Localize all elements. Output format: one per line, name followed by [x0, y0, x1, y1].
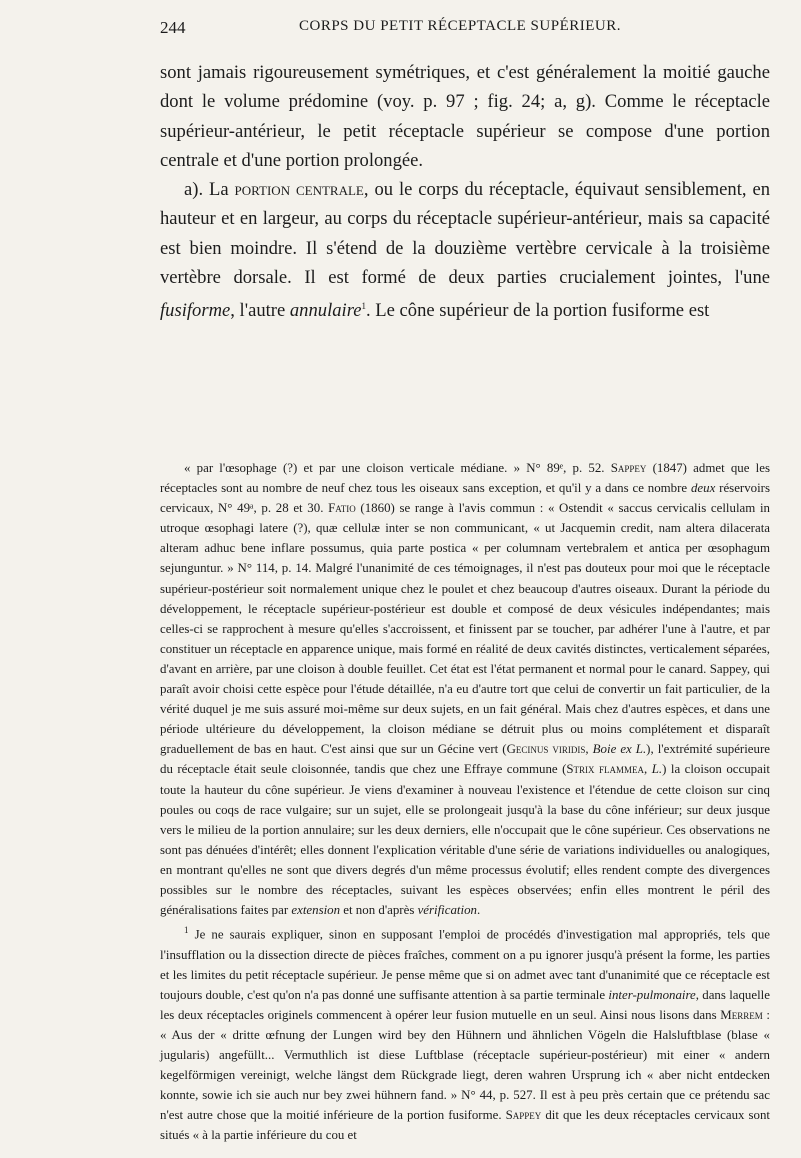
p2-text-c: . Le cône supérieur de la portion fusiforme est	[366, 300, 710, 322]
fn-italic: inter-pulmonaire	[608, 987, 696, 1002]
fn-italic: L.	[651, 762, 663, 777]
fn-italic: Boie ex L.	[592, 742, 647, 757]
fn-text: dit que les deux réceptacles cervicaux sont situés « à la partie inférieure du cou et	[160, 1108, 770, 1143]
fn-text: et non d'après	[340, 903, 418, 918]
paragraph-2	[160, 175, 770, 326]
fn-text: .	[477, 903, 481, 918]
fn-italic: vérification	[417, 903, 477, 918]
main-text	[160, 58, 770, 326]
fn-text: « par l'œsophage (?) et par une cloison verticale médiane. » N° 89ᵉ, p. 52.	[184, 461, 611, 475]
fn-text: : « Aus der « dritte œfnung der Lungen wird bey den Hühnern und ähnlichen Vögeln die Halsluftblase (blase « jugularis) angefüllt... Vermuthlich ist diese Luftblase (réceptacle supérieur-postérieur) mit einer « andern kegelförmigen vereinigt, welche längst dem Rückgrade liegt, deren wahren Ursprung ich « aber nicht entdecken konnte, sowie ich sie auch nur bey zwei hühnern fand. » N° 44, p. 527. Il est à peu près certain que ce prétendu sac n'est autre chose que la moitié inférieure de la portion fusiforme.	[160, 1007, 770, 1123]
fn-text: ), l'extrémité supérieure du réceptacle était seule cloisonnée, tandis que chez une Effraye commune (	[160, 742, 770, 777]
p2-lead: a). La	[184, 179, 235, 201]
footnote-1	[160, 920, 770, 1145]
fn-text: , dans laquelle les deux réceptacles originels commencent à opérer leur fusion mutuelle en un seul. Ainsi nous lisons dans	[160, 987, 770, 1022]
p2-small-caps: portion centrale	[234, 179, 364, 201]
fn-sc-merrem: Merrem	[720, 1007, 763, 1022]
footnotes	[160, 458, 770, 1145]
paragraph-1-text: sont jamais rigoureusement symétriques, et c'est généralement la moitié gauche dont le volume prédomine (voy. p. 97 ; fig. 24; a, g). Comme le réceptacle supérieur-antérieur, le petit réceptacle supérieur se compose d'une portion centrale et d'une portion prolongée.	[160, 62, 770, 171]
fn-sc-sappey: Sappey	[610, 461, 647, 475]
p2-text-b: , l'autre	[230, 300, 290, 322]
paragraph-1	[160, 58, 770, 175]
page-header	[160, 18, 760, 44]
footnote-ref-1[interactable]: 1	[361, 301, 366, 312]
fn-text: (1847) admet que les réceptacles sont au nombre de neuf chez tous les oiseaux sans exception, et qu'il y a dans ce nombre	[160, 461, 771, 496]
fn-sc-gecinus: Gecinus viridis	[506, 742, 586, 757]
fn-sc-fatio: Fatio	[328, 501, 356, 516]
fn-sc-sappey: Sappey	[505, 1108, 542, 1123]
fn-text: ,	[585, 742, 593, 757]
fn-text: ,	[644, 762, 652, 777]
p2-italic-fusiforme: fusiforme	[160, 300, 231, 322]
fn-italic: deux	[690, 481, 716, 496]
fn-italic: extension	[291, 903, 341, 918]
fn-text: réservoirs cervicaux, N° 49ᵃ, p. 28 et 30.	[160, 481, 770, 516]
fn-text: Je ne saurais expliquer, sinon en supposant l'emploi de procédés d'investigation mal appropriés, tels que l'insufflation ou la dissection directe de pièces fraîches, comment on a pu ignorer jusqu'à présent la forme, les parties et les limites du petit réceptacle supérieur. Je pense même que si on admet avec tant d'unanimité que ce réceptacle est toujours double, c'est qu'on n'a pas donné une suffisante attention à sa partie terminale	[160, 927, 770, 1002]
fn-text: ) la cloison occupait toute la hauteur du cône supérieur. Je viens d'examiner à nouveau l'existence et l'étendue de cette cloison sur cinq poules ou coqs de race vulgaire; sur un sujet, elle se prolongeait jusqu'à la base du cône inférieur; sur deux jusque vers le milieu de la portion annulaire; sur les deux derniers, elle n'occupait que le cône supérieur. Ces observations ne sont pas dénuées d'intérêt; elles donnent l'explication véritable d'une série de variations individuelles ou analogiques, en montrant qu'elles ne sont que divers degrés d'un même processus évolutif; elles rendent compte des divergences possibles sur le nombre des réceptacles, suivant les espèces observées; enfin elles montrent le péril des généralisations faites par	[160, 762, 770, 918]
footnote-continued	[160, 458, 770, 920]
fn-sc-strix: Strix flammea	[566, 762, 645, 777]
running-title: CORPS DU PETIT RÉCEPTACLE SUPÉRIEUR.	[299, 18, 621, 34]
p2-text-a: , ou le corps du réceptacle, équivaut sensiblement, en hauteur et en largeur, au corps du réceptacle supérieur-antérieur, mais sa capacité est bien moindre. Il s'étend de la douzième vertèbre cervicale à la troisième vertèbre dorsale. Il est formé de deux parties crucialement jointes, l'une	[160, 179, 770, 289]
fn-text: (1860) se range à l'avis commun : « Ostendit « saccus cervicalis cellulam in utroque œsophagi latere (?), quæ cellulæ inter se non communicant, « ut Jacquemin credit, nam altera dilacerata alteram adhuc bene inflare possumus, quia parte postica « per columnam vertebralem et antica per œsophagum sejunguntur. » N° 114, p. 14. Malgré l'unanimité de ces témoignages, il n'est pas douteux pour moi que le réceptacle supérieur-postérieur soit normalement unique chez le poulet et chez beaucoup d'autres oiseaux. Durant la période du développement, le réceptacle supérieur-postérieur est double et composé de deux vésicules indépendantes; mais celles-ci se rapprochent à mesure qu'elles s'accroissent, et finissent par se toucher, par adhérer l'une à l'autre, et par constituer un réceptacle en apparence unique, mais formé en réalité de deux cavités distinctes, verticalement séparées, d'avant en arrière, par une cloison à double feuillet. Cet état est l'état permanent et normal pour le canard. Sappey, qui paraît avoir choisi cette espèce pour l'étude détaillée, n'a eu d'autre tort que celui de convertir un fait particulier, de la vérité duquel je me suis assuré moi-même sur deux sujets, en un fait général. Mais chez d'autres espèces, et dans une période ultérieure du développement, la cloison médiane se détruit plus ou moins complétement et disparaît graduellement de bas en haut. C'est ainsi que sur un Gécine vert (	[160, 501, 770, 757]
footnote-marker-1: 1	[184, 925, 189, 936]
p2-italic-annulaire: annulaire	[289, 300, 362, 322]
page-number: 244	[160, 18, 186, 37]
